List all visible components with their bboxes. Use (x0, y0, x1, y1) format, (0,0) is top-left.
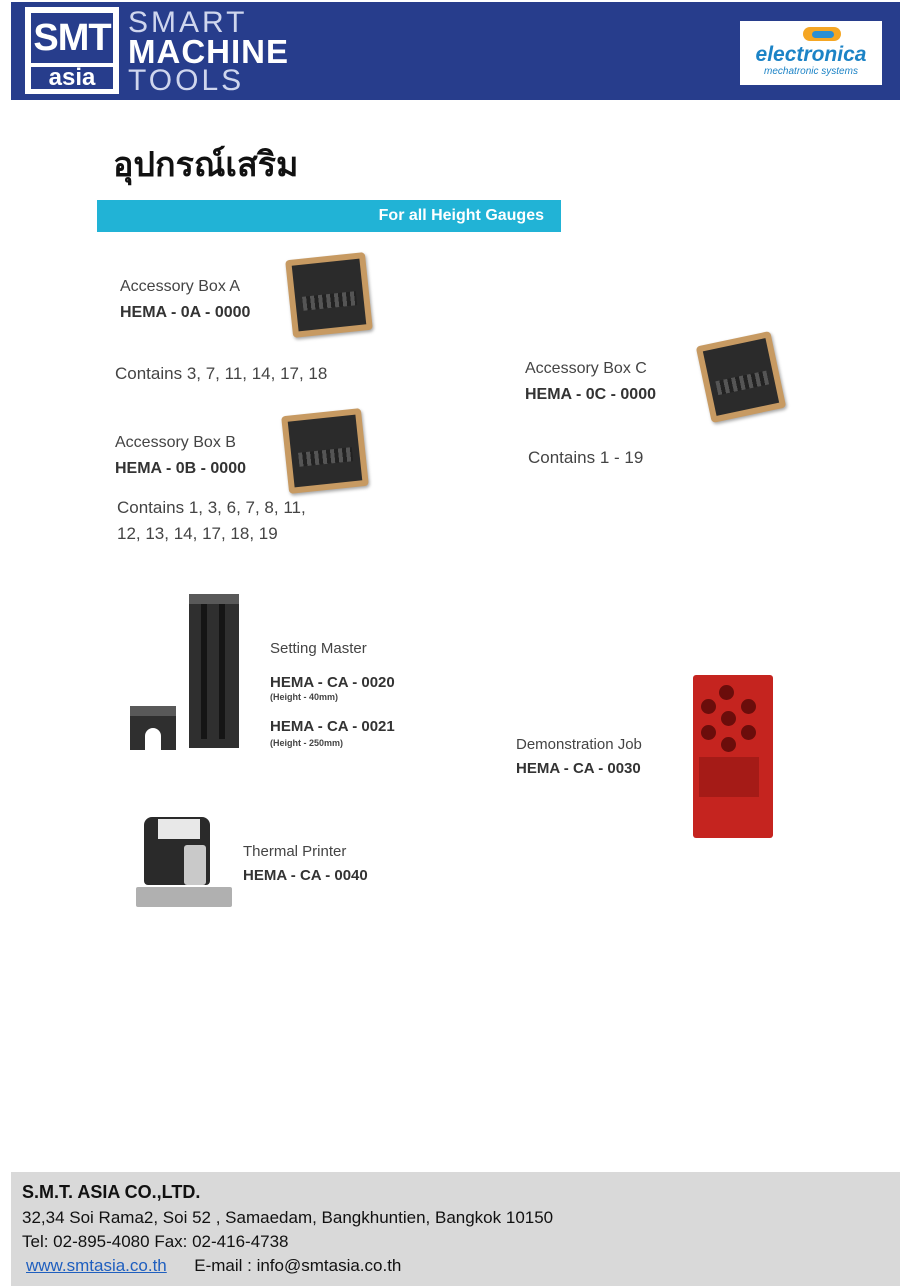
box-b-label: Accessory Box B (115, 434, 236, 451)
electronica-mark-icon-inner (812, 31, 834, 38)
box-a-code: HEMA - 0A - 0000 (120, 304, 251, 321)
thermal-printer-image (136, 817, 216, 893)
printer-label: Thermal Printer (243, 843, 347, 860)
box-a-contains: Contains 3, 7, 11, 14, 17, 18 (115, 364, 328, 383)
wordmark-line-3: TOOLS (128, 64, 245, 97)
logo-bottom-text: asia (31, 67, 113, 89)
setting-master-note-2: (Height - 250mm) (270, 738, 344, 748)
accessory-box-b-image (281, 408, 369, 494)
setting-master-code-1: HEMA - CA - 0020 (270, 674, 395, 691)
smt-asia-logo (25, 7, 119, 94)
accessory-box-a-image (285, 252, 373, 338)
footer-address: 32,34 Soi Rama2, Soi 52 , Samaedam, Bangkhuntien, Bangkok 10150 (22, 1208, 554, 1227)
box-c-contains: Contains 1 - 19 (528, 448, 644, 467)
logo-top-text: SMT (31, 13, 113, 63)
footer-phone: Tel: 02-895-4080 Fax: 02-416-4738 (22, 1232, 289, 1251)
section-banner-text: For all Height Gauges (378, 207, 544, 224)
demo-job-code: HEMA - CA - 0030 (516, 760, 641, 777)
setting-master-label: Setting Master (270, 640, 367, 657)
box-a-label: Accessory Box A (120, 278, 241, 295)
footer-company: S.M.T. ASIA CO.,LTD. (22, 1182, 201, 1202)
box-b-contains-2: 12, 13, 14, 17, 18, 19 (117, 524, 278, 543)
setting-master-code-2: HEMA - CA - 0021 (270, 718, 395, 735)
section-banner (97, 200, 561, 232)
setting-master-small-image (130, 706, 176, 750)
electronica-logo (740, 21, 882, 85)
printer-code: HEMA - CA - 0040 (243, 867, 368, 884)
footer-website-link[interactable]: www.smtasia.co.th (26, 1256, 167, 1275)
box-b-contains-1: Contains 1, 3, 6, 7, 8, 11, (117, 498, 306, 517)
wordmark-line-2: MACHINE (128, 33, 289, 70)
setting-master-note-1: (Height - 40mm) (270, 692, 339, 702)
partner-tagline: mechatronic systems (764, 66, 858, 77)
wordmark-line-1: SMART (128, 6, 248, 39)
box-c-code: HEMA - 0C - 0000 (525, 386, 656, 403)
demo-job-label: Demonstration Job (516, 736, 642, 753)
page-title: อุปกรณ์เสริม (113, 145, 299, 185)
partner-name: electronica (755, 43, 867, 66)
accessory-box-c-image (696, 331, 787, 423)
box-b-code: HEMA - 0B - 0000 (115, 460, 246, 477)
box-c-label: Accessory Box C (525, 360, 647, 377)
footer-email: E-mail : info@smtasia.co.th (194, 1256, 402, 1275)
setting-master-tall-image (189, 594, 239, 748)
smart-machine-tools-wordmark (128, 8, 289, 95)
demonstration-job-image (693, 675, 773, 838)
